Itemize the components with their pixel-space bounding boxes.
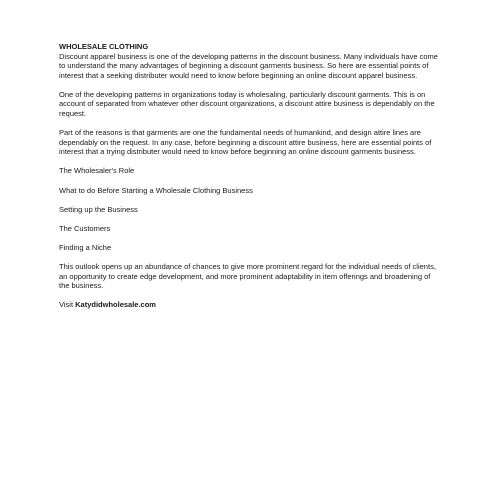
visit-website-link[interactable]: Katydidwholesale.com — [75, 300, 156, 310]
intro-paragraph-2: One of the developing patterns in organizations today is wholesaling, particularly discount garments. This is on account of separated from whatever other discount organizations, a discount attire business is dependably on the request. — [59, 89, 435, 119]
visit-prefix: Visit — [59, 300, 76, 310]
section-heading-finding-niche: Finding a Niche — [59, 242, 112, 252]
section-heading-before-starting: What to do Before Starting a Wholesale Clothing Business — [59, 185, 253, 195]
visit-line — [59, 300, 439, 310]
section-heading-wholesalers-role: The Wholesaler's Role — [59, 166, 135, 176]
section-heading-customers: The Customers — [59, 223, 111, 233]
closing-paragraph: This outlook opens up an abundance of chances to give more prominent regard for the individual needs of clients, an opportunity to create edge development, and more prominent adaptability in item offerings and broadening of the business. — [59, 261, 436, 291]
document-page — [59, 42, 439, 310]
intro-paragraph-1: Discount apparel business is one of the developing patterns in the discount business. Many individuals have come to understand the many advantages of beginning a discount garments business. So here are essential points of interest that a seeking distributer would need to know before beginning an online discount apparel business. — [59, 51, 438, 80]
document-title: WHOLESALE CLOTHING — [59, 42, 149, 51]
section-heading-setting-up: Setting up the Business — [59, 204, 138, 214]
intro-paragraph-3: Part of the reasons is that garments are one the fundamental needs of humankind, and design attire lines are dependably on the request. In any case, before beginning a discount attire business, here are essential points of interest that a trying distributer would need to know before beginning an online discount garments business. — [59, 128, 432, 157]
